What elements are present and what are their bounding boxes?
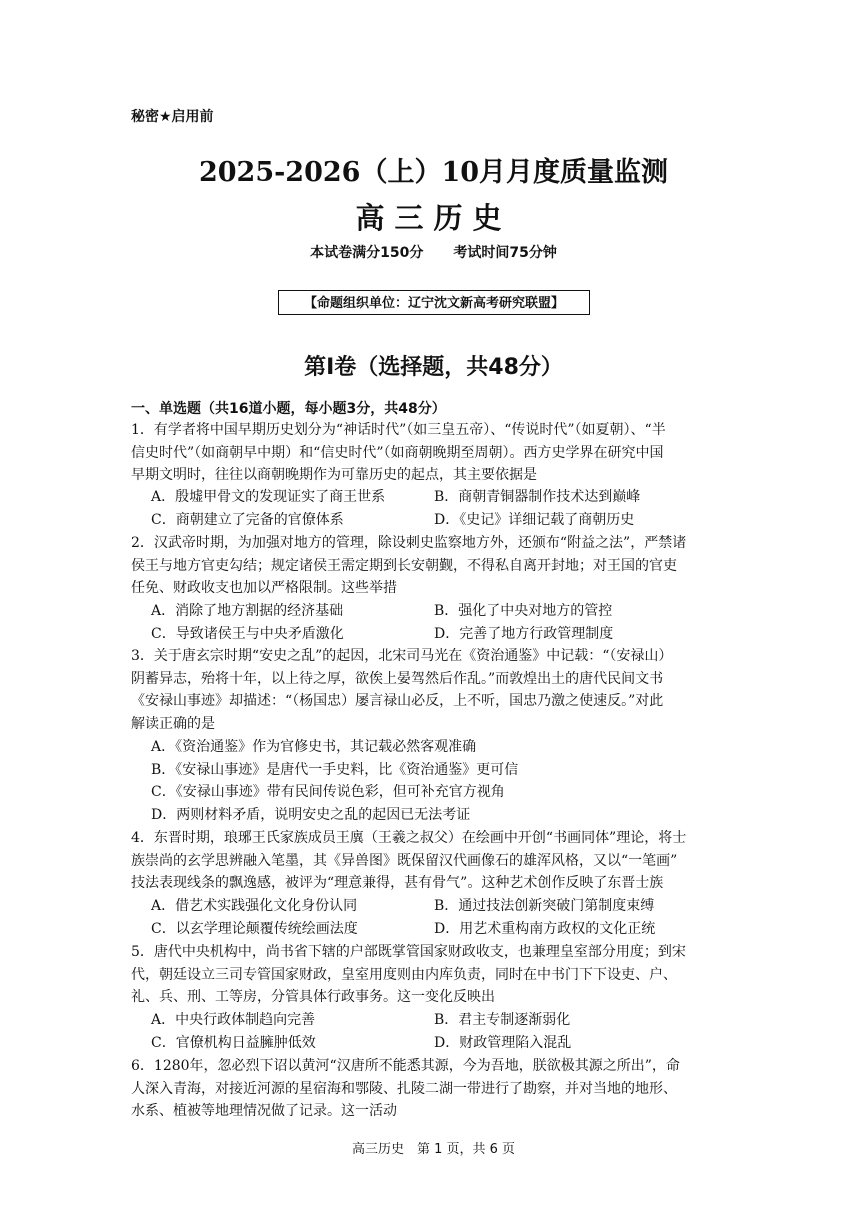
- question-line: 阴蓄异志，殆将十年，以上待之厚，欲俟上晏驾然后作乱。”而敦煌出土的唐代民间文书: [131, 670, 664, 687]
- option-d[interactable]: D．用艺术重构南方政权的文化正统: [434, 920, 656, 937]
- exam-title: 2025-2026（上）10月月度质量监测: [198, 157, 669, 188]
- option-b[interactable]: B．《安禄山事迹》是唐代一手史料，比《资治通鉴》更可信: [151, 761, 519, 778]
- full-score: 本试卷满分150分: [310, 245, 424, 261]
- option-d[interactable]: D．两则材料矛盾，说明安史之乱的起因已无法考证: [151, 806, 471, 823]
- subject-title: 高三历史: [355, 201, 512, 235]
- confidential-label: 秘密★启用前: [131, 109, 214, 125]
- question-line: 任免、财政收支也加以严格限制。这些举措: [131, 580, 397, 597]
- organizer-box: 【命题组织单位：辽宁沈文新高考研究联盟】: [278, 290, 590, 315]
- question-line: 2．汉武帝时期，为加强对地方的管理，除设刺史监察地方外，还颁布“附益之法”，严禁诸: [131, 535, 687, 551]
- question-line: 人深入青海，对接近河源的星宿海和鄂陵、扎陵二湖一带进行了勘察，并对当地的地形、: [131, 1080, 677, 1097]
- exam-meta: [0, 242, 867, 262]
- question-line: 5．唐代中央机构中，尚书省下辖的户部既掌管国家财政收支，也兼理皇室部分用度；到宋: [131, 944, 686, 960]
- question-line: 技法表现线条的飘逸感，被评为“理意兼得，甚有骨气”。这种艺术创作反映了东晋士族: [131, 875, 664, 892]
- question-line: 代，朝廷设立三司专管国家财政，皇室用度则由内库负责，同时在中书门下下设吏、户、: [131, 966, 677, 983]
- question-3-options: [151, 736, 741, 826]
- question-1-options: [151, 486, 741, 531]
- option-a[interactable]: A．殷墟甲骨文的发现证实了商王世系: [151, 489, 386, 505]
- option-b[interactable]: B．君主专制逐渐弱化: [434, 1012, 571, 1028]
- option-c[interactable]: C．《安禄山事迹》带有民间传说色彩，但可补充官方视角: [151, 784, 505, 801]
- option-d[interactable]: D．完善了地方行政管理制度: [434, 625, 614, 642]
- question-6: [131, 1055, 737, 1123]
- question-line: 6．1280年，忽必烈下诏以黄河“汉唐所不能悉其源，今为吾地，朕欲极其源之所出”，命: [131, 1058, 680, 1074]
- question-line: 4．东晋时期，琅琊王氏家族成员王廙（王羲之叔父）在绘画中开创“书画同体”理论，将士: [131, 830, 687, 846]
- option-b[interactable]: B．商朝青铜器制作技术达到巅峰: [434, 489, 641, 505]
- question-line: 《安禄山事迹》却描述：“（杨国忠）屡言禄山必反，上不听，国忠乃激之使速反。”对此: [131, 693, 664, 710]
- question-1: [131, 419, 737, 487]
- question-line: 解读正确的是: [131, 715, 215, 732]
- option-a[interactable]: A．中央行政体制趋向完善: [151, 1012, 316, 1028]
- option-d[interactable]: D．财政管理陷入混乱: [434, 1034, 572, 1051]
- question-2-options: [151, 600, 741, 645]
- question-line: 1．有学者将中国早期历史划分为“神话时代”（如三皇五帝）、“传说时代”（如夏朝）、“半: [131, 422, 666, 438]
- question-5: [131, 941, 737, 1009]
- option-a[interactable]: A．《资治通鉴》作为官修史书，其记载必然客观准确: [151, 739, 477, 755]
- option-c[interactable]: C．商朝建立了完备的官僚体系: [151, 511, 344, 528]
- question-line: 侯王与地方官吏勾结；规定诸侯王需定期到长安朝觐，不得私自离开封地；对王国的官吏: [131, 557, 677, 574]
- question-line: 礼、兵、刑、工等房，分管具体行政事务。这一变化反映出: [131, 989, 495, 1006]
- question-line: 3．关于唐玄宗时期“安史之乱”的起因，北宋司马光在《资治通鉴》中记载：“（安禄山）: [131, 648, 673, 664]
- question-line: 水系、植被等地理情况做了记录。这一活动: [131, 1103, 397, 1120]
- section-title: 一、单选题（共16道小题，每小题3分，共48分）: [131, 401, 446, 417]
- question-3: [131, 645, 737, 735]
- question-2: [131, 532, 737, 600]
- question-line: 信史时代”（如商朝早中期）和“信史时代”（如商朝晚期至周朝）。西方史学界在研究中国: [131, 444, 664, 461]
- option-b[interactable]: B．强化了中央对地方的管控: [434, 603, 613, 619]
- option-c[interactable]: C．官僚机构日益臃肿低效: [151, 1034, 316, 1051]
- page-footer: 高三历史 第 1 页，共 6 页: [351, 1142, 516, 1157]
- option-c[interactable]: C．导致诸侯王与中央矛盾激化: [151, 625, 344, 642]
- question-5-options: [151, 1009, 741, 1054]
- question-line: 早期文明时，往往以商朝晚期作为可靠历史的起点，其主要依据是: [131, 467, 537, 484]
- option-a[interactable]: A．借艺术实践强化文化身份认同: [151, 898, 358, 914]
- exam-time: 考试时间75分钟: [453, 245, 557, 261]
- option-a[interactable]: A．消除了地方割据的经济基础: [151, 603, 344, 619]
- question-4-options: [151, 895, 741, 940]
- option-d[interactable]: D．《史记》详细记载了商朝历史: [434, 511, 635, 528]
- option-c[interactable]: C．以玄学理论颠覆传统绘画法度: [151, 920, 358, 937]
- question-4: [131, 827, 737, 895]
- question-line: 族崇尚的玄学思辨融入笔墨，其《异兽图》既保留汉代画像石的雄浑风格，又以“一笔画”: [131, 852, 678, 869]
- option-b[interactable]: B．通过技法创新突破门第制度束缚: [434, 898, 655, 914]
- volume-title: 第Ⅰ卷（选择题，共48分）: [304, 355, 563, 380]
